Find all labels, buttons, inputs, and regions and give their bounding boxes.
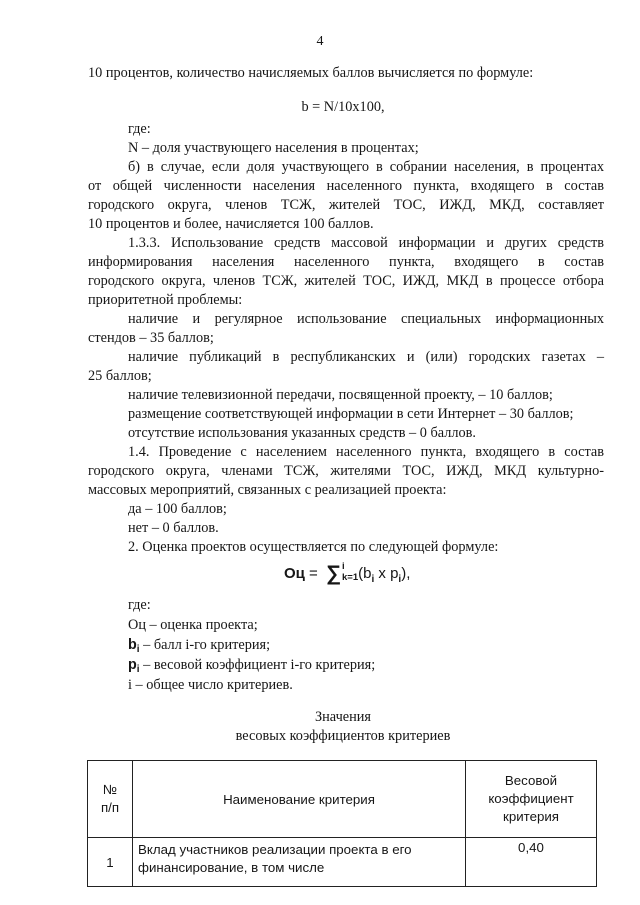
criteria-table [87,760,597,887]
header-number-line2: п/п [100,800,120,815]
symbol-b: b [128,637,137,653]
paragraph-line: 1.4. Проведение с населением населенного пункта, входящего в состав [128,444,604,460]
sum-upper: i [341,561,345,573]
definition-i: i – общее число критериев. [128,677,293,693]
table-header-row [88,761,597,838]
paragraph-line: отсутствие использования указанных средств – 0 баллов. [128,425,476,441]
table-title-line1: Значения [314,709,371,725]
definition-pi [128,656,375,676]
row-name [133,838,466,887]
header-weight-line2: коэффициент [488,791,574,806]
definition-text: – весовой коэффициент i-го критерия; [139,657,376,673]
formula-1: b = N/10x100, [301,99,385,115]
definition-text: – балл i-го критерия; [139,637,271,653]
table-row [88,838,597,887]
where-label: где: [128,597,151,613]
row-name-line1: Вклад участников реализации проекта в его [138,842,412,857]
formula-sub: i [398,574,402,585]
row-weight: 0,40 [466,838,597,887]
symbol-p: p [128,657,137,673]
formula-body-close: ), [401,565,411,582]
paragraph-line: массовых мероприятий, связанных с реализацией проекта: [88,482,447,498]
formula-body-open: (b [358,565,372,582]
where-label: где: [128,121,151,137]
header-number [88,761,133,838]
paragraph-line: информирования населения населенного пункта, входящего в состав [88,254,604,270]
header-weight [466,761,597,838]
page-number: 4 [316,34,324,49]
paragraph-line: приоритетной проблемы: [88,292,243,308]
header-name: Наименование критерия [133,761,466,838]
paragraph-line: городского округа, членов ТСЖ, жителей ТОС, ИЖД, МКД в процессе отбора [88,273,604,289]
header-weight-line3: критерия [503,809,559,824]
paragraph-line: 10 процентов, количество начисляемых баллов вычисляется по формуле: [88,65,534,81]
row-number: 1 [88,838,133,887]
paragraph-line: городского округа, членами ТСЖ, жителями ТОС, ИЖД, МКД культурно- [88,463,604,479]
paragraph-line: 1.3.3. Использование средств массовой информации и других средств [128,235,604,251]
sum-lower: k=1 [341,572,359,584]
symbol-sub: i [136,664,140,675]
paragraph-line: 2. Оценка проектов осуществляется по следующей формуле: [128,539,499,555]
paragraph-line: от общей численности населения населенного пункта, входящего в состав [88,178,604,194]
paragraph-line: наличие телевизионной передачи, посвященной проекту, – 10 баллов; [128,387,553,403]
sum-limits [342,561,358,583]
paragraph-line: наличие публикаций в республиканских и (или) городских газетах – [128,349,604,365]
definition-n: N – доля участвующего населения в процентах; [128,140,419,156]
paragraph-line: стендов – 35 баллов; [88,330,214,346]
table-title-line2: весовых коэффициентов критериев [235,728,451,744]
definition-oc: Оц – оценка проекта; [128,617,258,633]
formula-body-mid: x p [374,565,399,582]
paragraph-line: 25 баллов; [88,368,152,384]
header-weight-line1: Весовой [504,773,558,788]
paragraph-line: 10 процентов и более, начисляется 100 баллов. [88,216,374,232]
option-yes: да – 100 баллов; [128,501,227,517]
paragraph-line: размещение соответствующей информации в сети Интернет – 30 баллов; [128,406,574,422]
formula-eq: = [304,565,322,582]
definition-bi [128,636,270,656]
paragraph-line: наличие и регулярное использование специальных информационных [128,311,604,327]
header-number-line1: № [102,782,118,797]
formula-2 [284,560,410,585]
formula-lhs: Оц [284,565,305,582]
formula-sub: i [371,574,375,585]
paragraph-line: городского округа, членов ТСЖ, жителей ТОС, ИЖД, МКД, составляет [88,197,604,213]
row-name-line2: финансирование, в том числе [138,860,325,875]
option-no: нет – 0 баллов. [128,520,219,536]
symbol-sub: i [136,644,140,655]
paragraph-line: б) в случае, если доля участвующего в собрании населения, в процентах [128,159,604,175]
sigma-symbol: ∑ [326,562,341,585]
